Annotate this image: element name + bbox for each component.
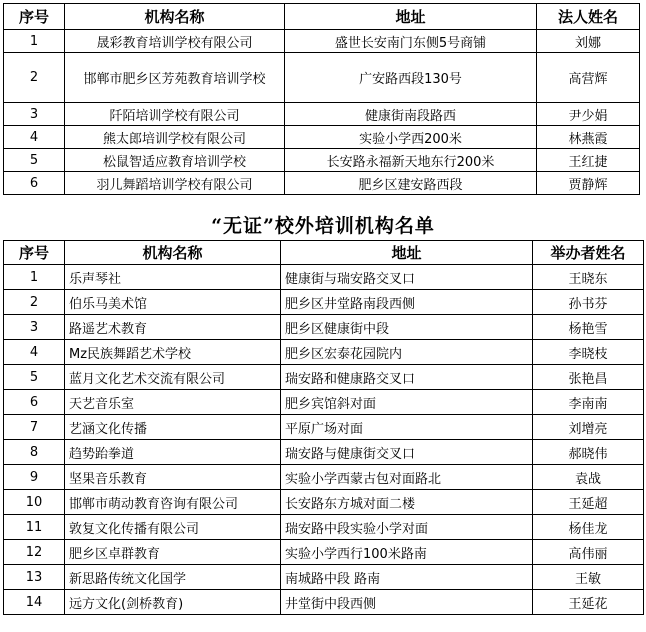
cell-index: 2 — [4, 53, 65, 103]
table-row — [4, 515, 644, 540]
cell-index: 14 — [4, 590, 65, 615]
table-row — [4, 390, 644, 415]
cell-institution-name: 晟彩教育培训学校有限公司 — [65, 30, 285, 53]
table-row — [4, 340, 644, 365]
cell-address: 盛世长安南门东侧5号商铺 — [285, 30, 537, 53]
cell-index: 2 — [4, 290, 65, 315]
header-institution-name: 机构名称 — [65, 241, 281, 265]
table-row — [4, 415, 644, 440]
cell-index: 4 — [4, 340, 65, 365]
cell-index: 8 — [4, 440, 65, 465]
cell-institution-name: 路遥艺术教育 — [65, 315, 281, 340]
table-row — [4, 172, 640, 195]
cell-index: 13 — [4, 565, 65, 590]
table-row — [4, 265, 644, 290]
cell-address: 实验小学西蒙古包对面路北 — [281, 465, 533, 490]
header-index: 序号 — [4, 241, 65, 265]
table-row — [4, 440, 644, 465]
cell-address: 长安路永福新天地东行200米 — [285, 149, 537, 172]
cell-index: 5 — [4, 365, 65, 390]
header-address: 地址 — [285, 4, 537, 30]
cell-index: 1 — [4, 265, 65, 290]
cell-person: 杨艳雪 — [533, 315, 644, 340]
cell-index: 10 — [4, 490, 65, 515]
cell-index: 9 — [4, 465, 65, 490]
cell-person: 刘增亮 — [533, 415, 644, 440]
cell-address: 瑞安路与健康街交叉口 — [281, 440, 533, 465]
cell-index: 1 — [4, 30, 65, 53]
cell-address: 长安路东方城对面二楼 — [281, 490, 533, 515]
cell-index: 12 — [4, 540, 65, 565]
cell-person: 高营辉 — [537, 53, 640, 103]
cell-institution-name: 天艺音乐室 — [65, 390, 281, 415]
cell-address: 南城路中段 路南 — [281, 565, 533, 590]
licensed-institutions-table — [3, 3, 640, 195]
cell-person: 李南南 — [533, 390, 644, 415]
section-title: “无证”校外培训机构名单 — [211, 215, 435, 237]
cell-person: 袁战 — [533, 465, 644, 490]
cell-index: 6 — [4, 172, 65, 195]
cell-institution-name: 邯郸市肥乡区芳苑教育培训学校 — [65, 53, 285, 103]
cell-address: 平原广场对面 — [281, 415, 533, 440]
cell-address: 广安路西段130号 — [285, 53, 537, 103]
cell-institution-name: 羽儿舞蹈培训学校有限公司 — [65, 172, 285, 195]
cell-index: 5 — [4, 149, 65, 172]
cell-institution-name: 艺涵文化传播 — [65, 415, 281, 440]
header-institution-name: 机构名称 — [65, 4, 285, 30]
table-row — [4, 365, 644, 390]
unlicensed-institutions-table — [3, 240, 644, 615]
cell-institution-name: 蓝月文化艺术交流有限公司 — [65, 365, 281, 390]
table-row — [4, 103, 640, 126]
cell-person: 刘娜 — [537, 30, 640, 53]
cell-address: 肥乡区井堂路南段西侧 — [281, 290, 533, 315]
cell-address: 肥乡宾馆斜对面 — [281, 390, 533, 415]
table-row — [4, 590, 644, 615]
table-row — [4, 30, 640, 53]
table-row — [4, 53, 640, 103]
cell-person: 林燕霞 — [537, 126, 640, 149]
cell-institution-name: 乐声琴社 — [65, 265, 281, 290]
table-row — [4, 290, 644, 315]
cell-person: 李晓枝 — [533, 340, 644, 365]
cell-institution-name: 肥乡区卓群教育 — [65, 540, 281, 565]
cell-institution-name: 熊太郎培训学校有限公司 — [65, 126, 285, 149]
cell-index: 7 — [4, 415, 65, 440]
cell-address: 肥乡区建安路西段 — [285, 172, 537, 195]
header-legal-person: 法人姓名 — [537, 4, 640, 30]
cell-address: 实验小学西200米 — [285, 126, 537, 149]
header-organizer: 举办者姓名 — [533, 241, 644, 265]
cell-index: 3 — [4, 315, 65, 340]
table-row — [4, 465, 644, 490]
cell-address: 瑞安路和健康路交叉口 — [281, 365, 533, 390]
cell-person: 王晓东 — [533, 265, 644, 290]
cell-person: 孙书芬 — [533, 290, 644, 315]
cell-address: 肥乡区宏泰花园院内 — [281, 340, 533, 365]
cell-index: 6 — [4, 390, 65, 415]
cell-institution-name: 伯乐马美术馆 — [65, 290, 281, 315]
cell-person: 尹少娟 — [537, 103, 640, 126]
cell-person: 王延超 — [533, 490, 644, 515]
table-row — [4, 490, 644, 515]
cell-person: 郝晓伟 — [533, 440, 644, 465]
table-row — [4, 315, 644, 340]
cell-institution-name: 敦复文化传播有限公司 — [65, 515, 281, 540]
cell-person: 张艳昌 — [533, 365, 644, 390]
cell-address: 健康街与瑞安路交叉口 — [281, 265, 533, 290]
cell-institution-name: 坚果音乐教育 — [65, 465, 281, 490]
header-address: 地址 — [281, 241, 533, 265]
cell-person: 杨佳龙 — [533, 515, 644, 540]
cell-address: 实验小学西行100米路南 — [281, 540, 533, 565]
cell-index: 11 — [4, 515, 65, 540]
cell-institution-name: 邯郸市萌动教育咨询有限公司 — [65, 490, 281, 515]
cell-person: 王红捷 — [537, 149, 640, 172]
cell-institution-name: 松鼠智适应教育培训学校 — [65, 149, 285, 172]
cell-institution-name: 新思路传统文化国学 — [65, 565, 281, 590]
table-header-row — [4, 241, 644, 265]
cell-person: 王延花 — [533, 590, 644, 615]
cell-address: 健康街南段路西 — [285, 103, 537, 126]
table-header-row — [4, 4, 640, 30]
cell-address: 井堂街中段西侧 — [281, 590, 533, 615]
cell-person: 高伟丽 — [533, 540, 644, 565]
cell-institution-name: 远方文化(剑桥教育) — [65, 590, 281, 615]
header-index: 序号 — [4, 4, 65, 30]
cell-address: 肥乡区健康街中段 — [281, 315, 533, 340]
table-row — [4, 565, 644, 590]
cell-index: 3 — [4, 103, 65, 126]
cell-person: 王敏 — [533, 565, 644, 590]
cell-index: 4 — [4, 126, 65, 149]
table-row — [4, 126, 640, 149]
cell-institution-name: 阡陌培训学校有限公司 — [65, 103, 285, 126]
cell-address: 瑞安路中段实验小学对面 — [281, 515, 533, 540]
table-row — [4, 149, 640, 172]
cell-institution-name: 趋势跆拳道 — [65, 440, 281, 465]
cell-person: 贾静辉 — [537, 172, 640, 195]
table-row — [4, 540, 644, 565]
cell-institution-name: Mz民族舞蹈艺术学校 — [65, 340, 281, 365]
